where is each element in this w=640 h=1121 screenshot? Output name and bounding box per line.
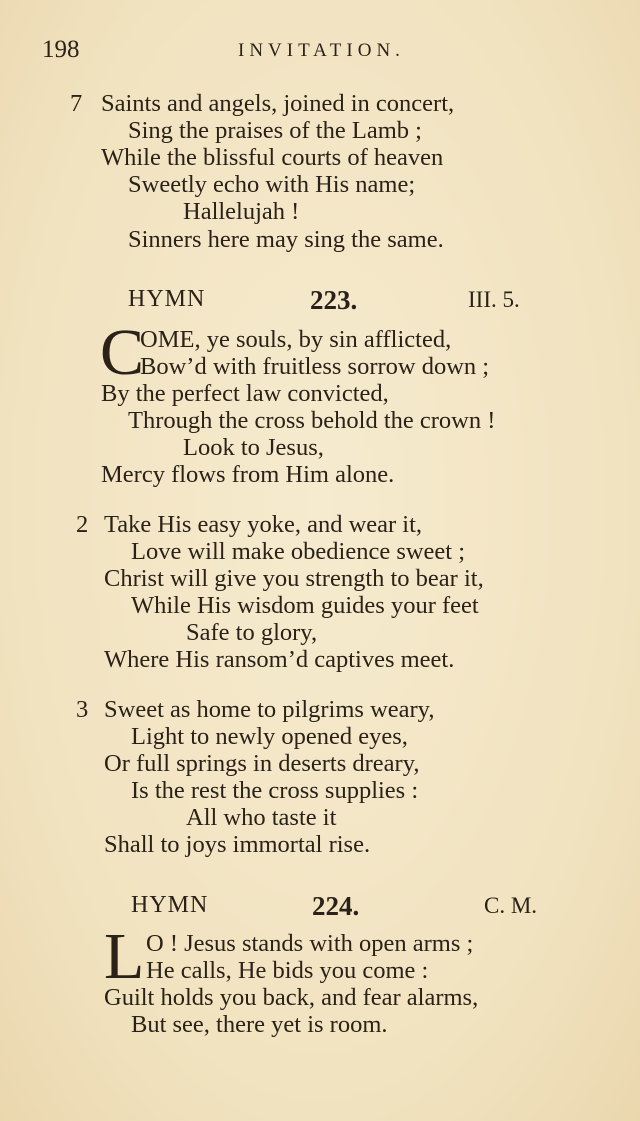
verse-line: Christ will give you strength to bear it,	[104, 565, 484, 592]
verse-line: While the blissful courts of heaven	[101, 144, 444, 171]
hymn-meter: III. 5.	[468, 287, 520, 312]
verse-line: Light to newly opened eyes,	[131, 723, 408, 750]
verse-line: Safe to glory,	[186, 619, 318, 646]
verse-line: Where His ransom’d captives meet.	[104, 646, 455, 673]
verse-line: Saints and angels, joined in concert,	[101, 90, 455, 117]
verse-line: Shall to joys immortal rise.	[104, 831, 371, 858]
verse-number: 7	[70, 90, 83, 117]
drop-cap: L	[104, 920, 145, 993]
hymn-number: 223.	[310, 285, 358, 315]
verse-line: Mercy flows from Him alone.	[101, 461, 395, 488]
drop-cap: C	[100, 316, 145, 389]
verse-line: Love will make obedience sweet ;	[131, 538, 466, 565]
verse-line: By the perfect law convicted,	[101, 380, 389, 407]
verse-line: Sinners here may sing the same.	[128, 226, 444, 253]
verse-line: Look to Jesus,	[183, 434, 324, 461]
hymn-meter: C. M.	[484, 893, 538, 918]
verse-line: But see, there yet is room.	[131, 1011, 388, 1038]
verse-line: O ! Jesus stands with open arms ;	[146, 930, 474, 957]
hymn-number: 224.	[312, 891, 360, 921]
verse-line: Sweetly echo with His name;	[128, 171, 416, 198]
verse-line: Hallelujah !	[183, 198, 300, 225]
hymn-label: HYMN	[131, 892, 209, 918]
verse-line: All who taste it	[186, 804, 337, 831]
verse-line: Guilt holds you back, and fear alarms,	[104, 984, 479, 1011]
hymn-label: HYMN	[128, 286, 206, 312]
running-title: INVITATION.	[238, 40, 405, 61]
verse-line: Sweet as home to pilgrims weary,	[104, 696, 435, 723]
verse-line: Or full springs in deserts dreary,	[104, 750, 420, 777]
verse-number: 2	[76, 511, 89, 538]
verse-line: Through the cross behold the crown !	[128, 407, 496, 434]
verse-line: OME, ye souls, by sin afflicted,	[140, 326, 452, 353]
page-number: 198	[42, 36, 80, 63]
verse-line: Sing the praises of the Lamb ;	[128, 117, 422, 144]
verse-line: While His wisdom guides your feet	[131, 592, 479, 619]
verse-line: Is the rest the cross supplies :	[131, 777, 419, 804]
verse-line: Bow’d with fruitless sorrow down ;	[140, 353, 490, 380]
verse-line: Take His easy yoke, and wear it,	[104, 511, 423, 538]
verse-number: 3	[76, 696, 89, 723]
verse-line: He calls, He bids you come :	[146, 957, 429, 984]
